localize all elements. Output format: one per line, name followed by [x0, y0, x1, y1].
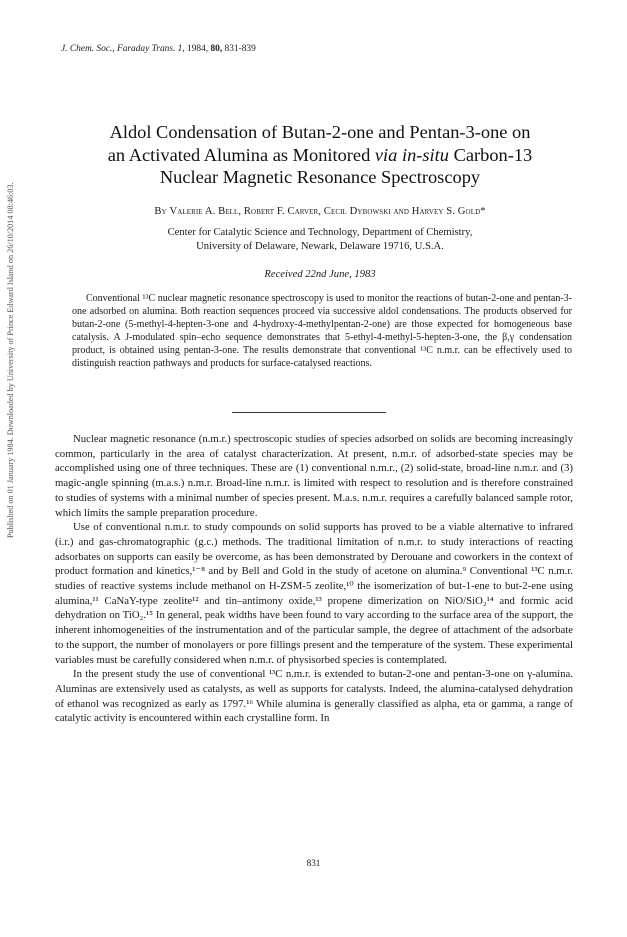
journal-citation [61, 44, 256, 54]
journal-pages: 831-839 [224, 44, 256, 54]
paragraph-2: Use of conventional n.m.r. to study compounds on solid supports has proved to be a viable alternative to infrared (i.r.) and gas-chromatographic (g.c.) methods. The traditional limitation of n.m.r. to study interactions of reacting adsorbates on supports can easily be overcome, as has been demonstrated by Derouane and coworkers in the context of product formation and kinetics,¹⁻⁸ and by Bell and Gold in the study of acetone on alumina.⁹ Conventional ¹³C n.m.r. studies of reactive systems include methanol on H-ZSM-5 zeolite,¹⁰ the isomerization of but-1-ene to but-2-ene using alumina,¹¹ CaNaY-type zeolite¹² and tin–antimony oxide,¹³ propene dimerization on NiO/SiO₂¹⁴ and formic acid dehydration on TiO₂.¹⁵ In general, peak widths have been found to vary according to the surface area of the support, the inherent inhomogeneities of the instrumentation and of the particular sample, the degree of attachment of the adsorbate to the support, the number of monolayers or pore fillings present and the temperature of the system. These experimental variables must be carefully considered when n.m.r. of physisorbed species is contemplated. [55, 521, 573, 666]
received-date: Received 22nd June, 1983 [264, 269, 376, 280]
title-line-2 [40, 144, 600, 167]
author-and: and [393, 206, 409, 217]
page-number: 831 [306, 858, 321, 868]
author-3: Cecil Dybowski [323, 206, 391, 217]
affiliation-line-1: Center for Catalytic Science and Technology, Department of Chemistry, [167, 227, 473, 238]
title-line-2-c: Carbon-13 [448, 144, 533, 165]
body-text [55, 432, 573, 726]
journal-year: 1984, [187, 44, 209, 54]
title-line-1: Aldol Condensation of Butan-2-one and Pentan-3-one on [109, 122, 531, 142]
paragraph-3: In the present study the use of conventional ¹³C n.m.r. is extended to butan-2-one and pentan-3-one on γ-alumina. Aluminas are extensively used as catalysts, as well as supports for catalysts. Indeed, the alumina-catalysed dehydration of ethanol was recognized as early as 1797.¹⁶ While alumina is generally classified as alpha, eta or gamma, a range of catalytic activity is encountered within each crystalline form. In [55, 668, 573, 725]
author-1: Valerie A. Bell, [169, 206, 242, 217]
title-line-3: Nuclear Magnetic Resonance Spectroscopy [159, 167, 481, 187]
author-4: Harvey S. Gold* [411, 206, 486, 217]
journal-volume: 80, [210, 44, 223, 54]
author-by: By [154, 206, 167, 217]
affiliation-line-2: University of Delaware, Newark, Delaware 19716, U.S.A. [196, 240, 444, 252]
author-2: Robert F. Carver, [243, 206, 322, 217]
title-line-2-a: an Activated Alumina as Monitored [107, 144, 375, 165]
affiliation [40, 226, 600, 253]
author-list [40, 206, 600, 217]
paragraph-1: Nuclear magnetic resonance (n.m.r.) spectroscopic studies of species adsorbed on solids are becoming increasingly common, particularly in the area of catalyst characterization. At present, n.m.r. of adsorbed-state species may be accomplished using one of three techniques. These are (1) conventional n.m.r., (2) solid-state, broad-line n.m.r. and (3) magic-angle spinning (m.a.s.) n.m.r. Broad-line n.m.r. is limited with respect to resolution and is therefore constrained to studies of systems with a minimal number of species present. M.a.s. n.m.r. requires a carefully balanced sample rotor, which limits the sample preparation procedure. [55, 433, 573, 519]
title-line-2-italic: via in-situ [374, 144, 449, 165]
abstract-text: Conventional ¹³C nuclear magnetic resonance spectroscopy is used to monitor the reactions of butan-2-one and pentan-3-one adsorbed on alumina. Both reaction sequences proceed via successive aldol condensations. The products observed for butan-2-one (5-methyl-4-hepten-3-one and 4-hydroxy-4-methylpentan-2-one) are those expected for homogeneous base catalysis. A J-modulated spin–echo sequence demonstrates that 5-ethyl-4-methyl-5-hepten-3-one, the β,γ condensation product, is obtained using pentan-3-one. The results demonstrate that conventional ¹³C n.m.r. can be effectively used to distinguish reaction pathways and products for surface-catalysed reactions. [72, 293, 572, 370]
journal-name: J. Chem. Soc., Faraday Trans. 1, [61, 44, 185, 54]
paper-title [40, 121, 600, 189]
download-notice: Published on 01 January 1984. Downloaded by University of Prince Edward Island on 26/10/2014 08:46:03. [6, 182, 15, 538]
abstract [72, 292, 572, 371]
section-divider [232, 412, 386, 413]
